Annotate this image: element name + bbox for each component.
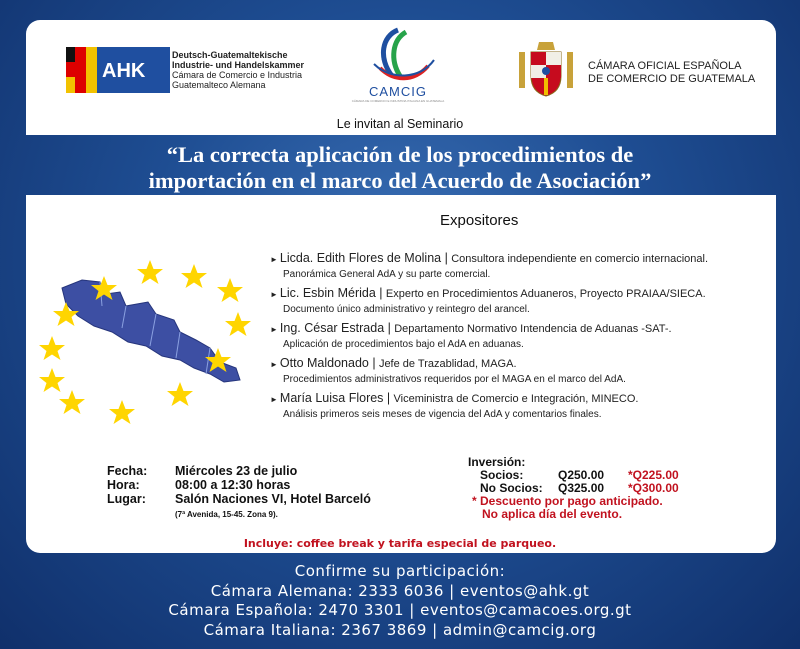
investment-block — [468, 456, 679, 521]
time-label: Hora: — [107, 478, 140, 492]
speaker-name: María Luisa Flores | — [279, 391, 391, 405]
speaker-topic: Documento único administrativo y reintegro del arancel. — [283, 304, 530, 315]
bullet-arrow-icon: ► — [270, 325, 278, 334]
date-label: Fecha: — [107, 464, 148, 478]
ahk-name: Deutsch-Guatemaltekische Industrie- und Handelskammer Cámara de Comercio e Industria Guatemalteco Alemana — [172, 50, 305, 90]
event-time: 08:00 a 12:30 horas — [175, 478, 291, 492]
list-item — [270, 355, 775, 387]
speaker-name: Otto Maldonado | — [279, 356, 376, 370]
speaker-name: Ing. César Estrada | — [279, 321, 391, 335]
camcig-name: CAMCIG — [369, 84, 427, 99]
speaker-role: Consultora independiente en comercio internacional. — [451, 253, 709, 265]
investment-title: Inversión: — [468, 455, 526, 469]
confirm-title: Confirme su participación: — [294, 562, 506, 580]
list-item — [270, 285, 775, 317]
ahk-badge-text: AHK — [102, 60, 146, 82]
speaker-topic: Panorámica General AdA y su parte comercial. — [283, 269, 491, 280]
central-america-map-icon — [30, 250, 260, 430]
event-date: Miércoles 23 de julio — [175, 464, 298, 478]
contact-line: Cámara Italiana: 2367 3869 | admin@camcig.org — [203, 620, 597, 639]
bullet-arrow-icon: ► — [270, 255, 278, 264]
seminar-title: “La correcta aplicación de los procedimientos de importación en el marco del Acuerdo de Asociación” — [148, 142, 652, 193]
spain-coat-of-arms-icon — [515, 38, 577, 100]
ahk-logo — [66, 47, 170, 93]
speaker-name: Lic. Esbin Mérida | — [279, 286, 383, 300]
discount-note: * Descuento por pago anticipado. — [472, 494, 663, 508]
bullet-arrow-icon: ► — [270, 290, 278, 299]
list-item — [270, 250, 775, 282]
spain-chamber-name: CÁMARA OFICIAL ESPAÑOLA DE COMERCIO DE GUATEMALA — [588, 60, 756, 85]
place-label: Lugar: — [107, 492, 146, 506]
camcig-logo-icon — [350, 22, 446, 84]
camcig-tagline: CÁMARA DE COMERCIO E INDUSTRIA ITALIANA EN GUATEMALA — [351, 99, 445, 103]
event-place: Salón Naciones VI, Hotel Barceló — [175, 492, 371, 506]
speaker-topic: Aplicación de procedimientos bajo el AdA en aduanas. — [283, 339, 524, 350]
bullet-arrow-icon: ► — [270, 395, 278, 404]
contact-line: Cámara Española: 2470 3301 | eventos@camacoes.org.gt — [168, 601, 632, 619]
event-address: (7ª Avenida, 15-45. Zona 9). — [175, 510, 278, 519]
list-item — [270, 320, 775, 352]
price-row: Socios: Q250.00 *Q225.00 — [480, 468, 679, 482]
speaker-role: Viceministra de Comercio e Integración, MINECO. — [393, 393, 639, 405]
speaker-role: Experto en Procedimientos Aduaneros, Proyecto PRAIAA/SIECA. — [385, 288, 706, 300]
bullet-arrow-icon: ► — [270, 360, 278, 369]
speakers-title: Expositores — [440, 212, 519, 229]
speaker-role: Jefe de Trazablidad, MAGA. — [378, 358, 517, 370]
speaker-name: Licda. Edith Flores de Molina | — [279, 251, 448, 265]
discount-note-2: No aplica día del evento. — [482, 507, 623, 521]
speaker-topic: Procedimientos administrativos requeridos por el MAGA en el marco del AdA. — [283, 374, 626, 385]
includes-text: Incluye: coffee break y tarifa especial de parqueo. — [243, 537, 557, 550]
invite-text: Le invitan al Seminario — [336, 117, 464, 131]
confirm-section — [0, 562, 800, 640]
list-item — [270, 390, 775, 422]
speaker-topic: Análisis primeros seis meses de vigencia del AdA y comentarios finales. — [283, 409, 602, 420]
price-row: No Socios: Q325.00 *Q300.00 — [480, 481, 679, 495]
event-details — [107, 464, 371, 522]
contact-line: Cámara Alemana: 2333 6036 | eventos@ahk.gt — [210, 581, 590, 600]
speakers-list — [270, 250, 775, 425]
speaker-role: Departamento Normativo Intendencia de Aduanas -SAT-. — [394, 323, 672, 335]
